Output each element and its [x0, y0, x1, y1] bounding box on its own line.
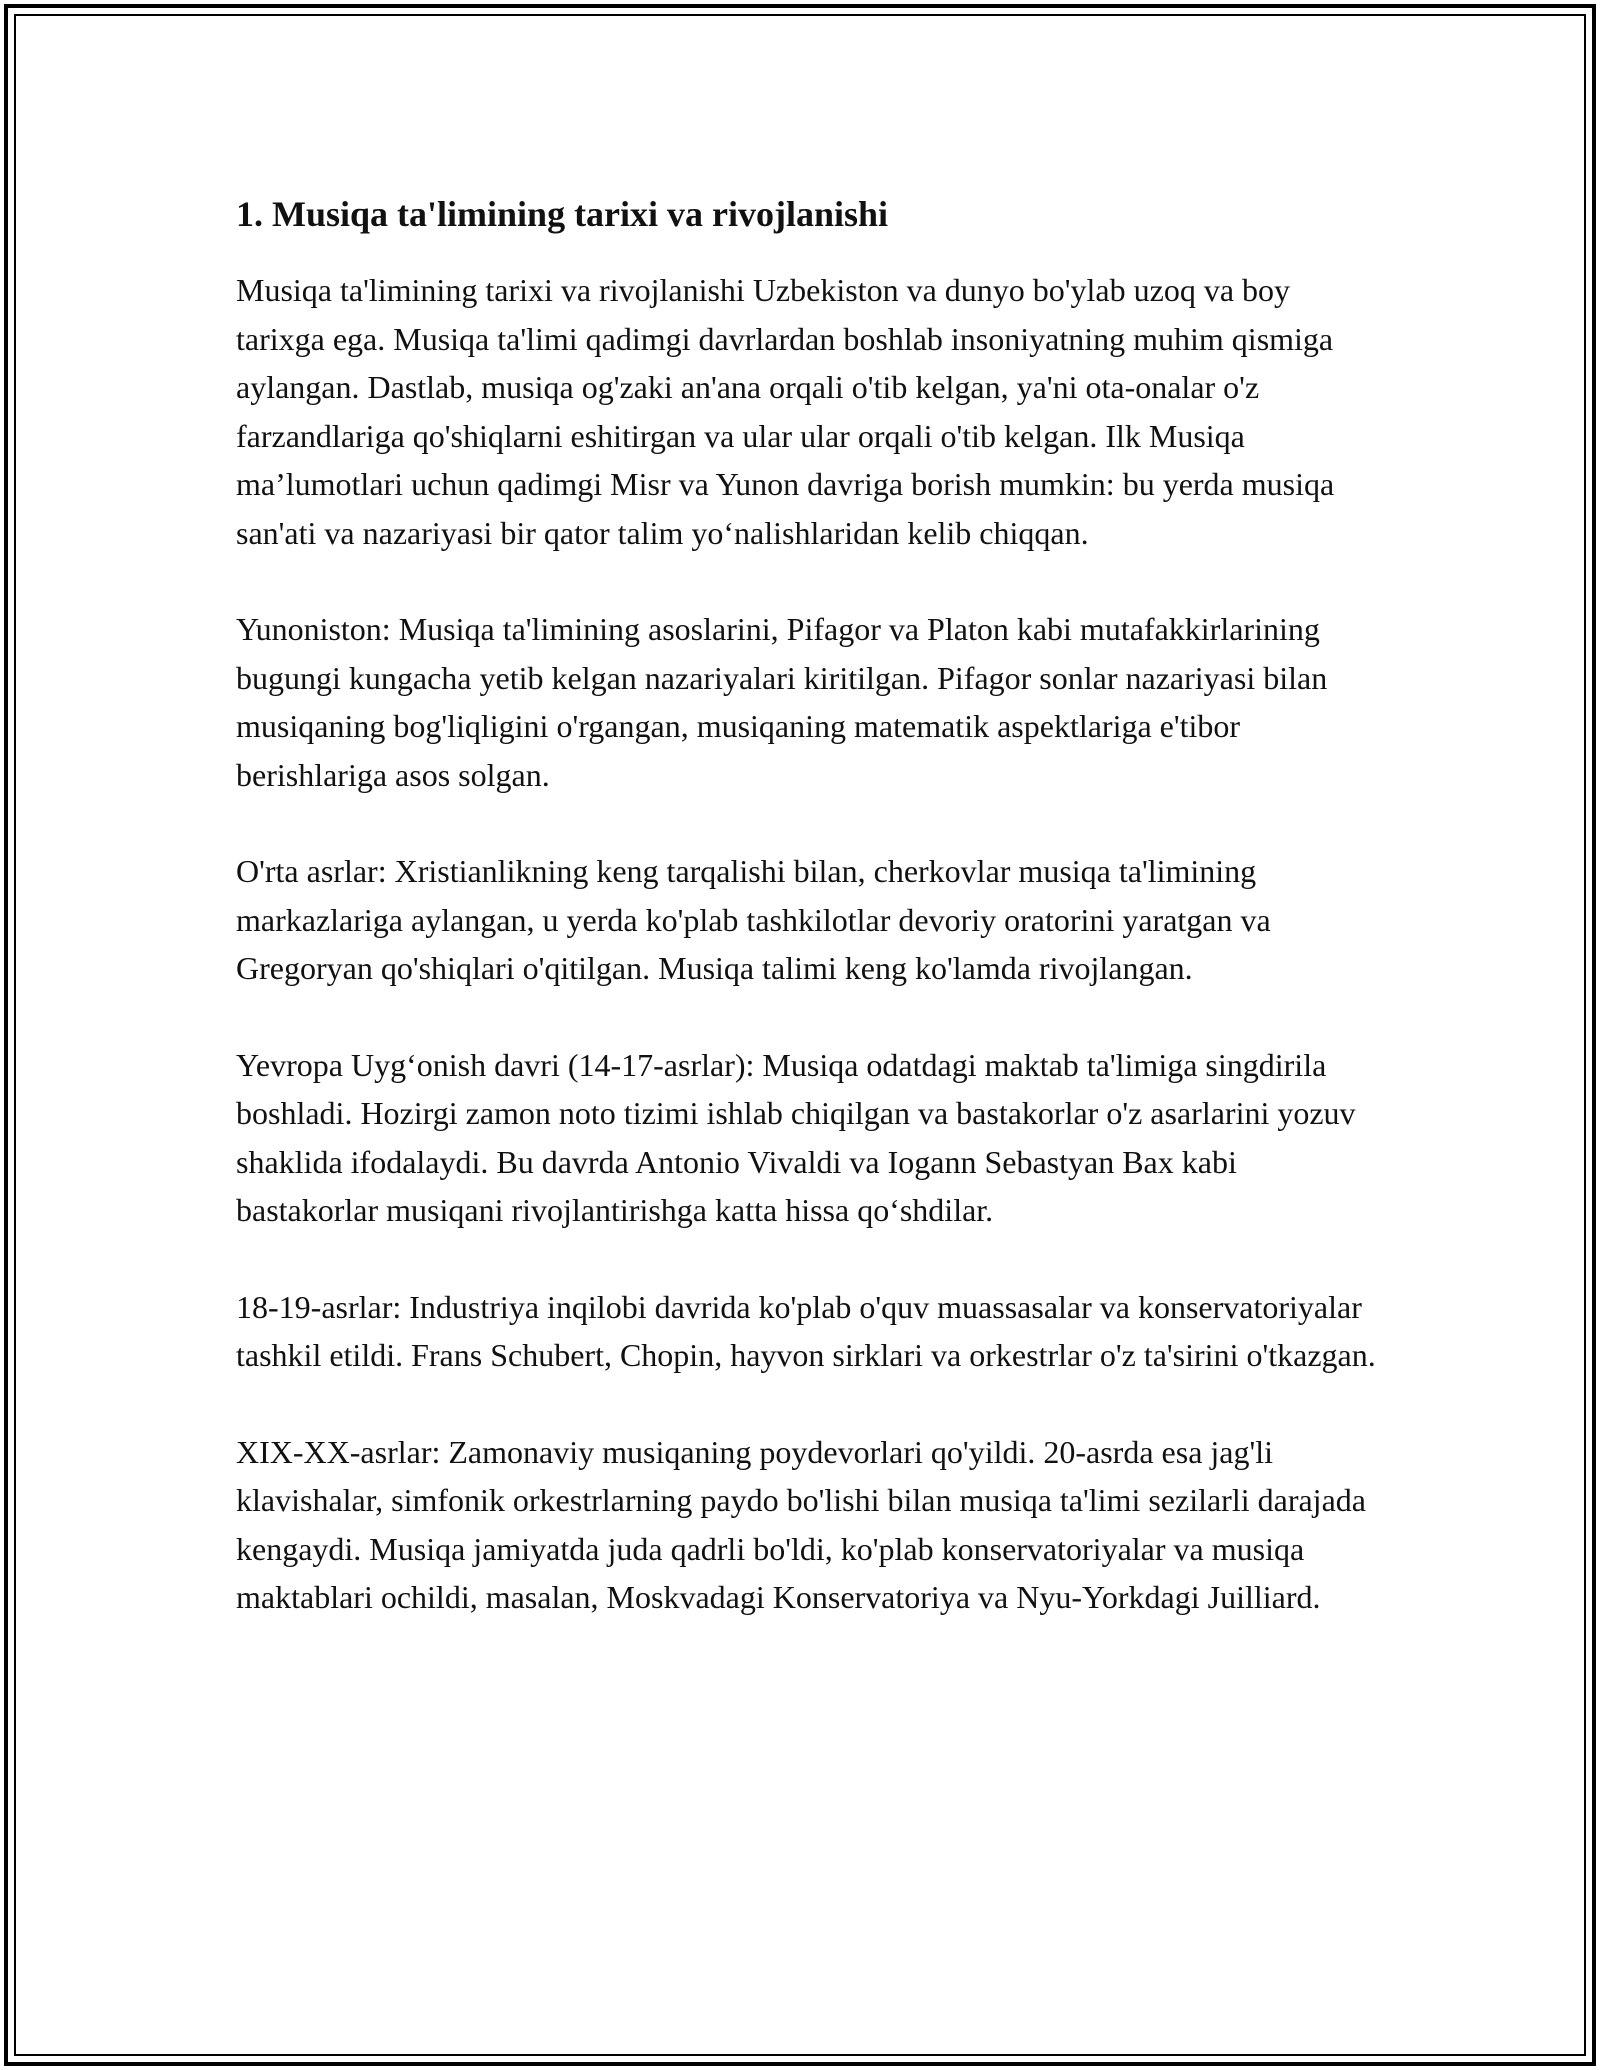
paragraph-18-19-centuries: 18-19-asrlar: Industriya inqilobi davrida ko'plab o'quv muassasalar va konservatoriyalar tashkil etildi. Frans Schubert, Chopin, hayvon sirklari va orkestrlar o'z ta'sirini o'tkazgan.: [236, 1288, 1376, 1373]
paragraph-middle-ages: O'rta asrlar: Xristianlikning keng tarqalishi bilan, cherkovlar musiqa ta'limining markazlariga aylangan, u yerda ko'plab tashkilotlar devoriy oratorini yaratgan va Gregoryan qo'shiqlari o'qitilgan. Musiqa talimi keng ko'lamda rivojlangan.: [236, 853, 1271, 986]
section-title: 1. Musiqa ta'limining tarixi va rivojlanishi: [236, 194, 889, 234]
paragraph-renaissance: Yevropa Uyg‘onish davri (14-17-asrlar): Musiqa odatdagi maktab ta'limiga singdirila boshladi. Hozirgi zamon noto tizimi ishlab chiqilgan va bastakorlar o'z asarlarini yozuv shaklida ifodalaydi. Bu davrda Antonio Vivaldi va Iogann Sebastyan Bax kabi bastakorlar musiqani rivojlantirishga katta hissa qo‘shdilar.: [236, 1046, 1356, 1228]
paragraph-intro: Musiqa ta'limining tarixi va rivojlanishi Uzbekiston va dunyo bo'ylab uzoq va boy tarixga ega. Musiqa ta'limi qadimgi davrlardan boshlab insoniyatning muhim qismiga aylangan. Dastlab, musiqa og'zaki an'ana orqali o'tib kelgan, ya'ni ota-onalar o'z farzandlariga qo'shiqlarni eshitirgan va ular ular orqali o'tib kelgan. Ilk Musiqa ma’lumotlari uchun qadimgi Misr va Yunon davriga borish mumkin: bu yerda musiqa san'ati va nazariyasi bir qator talim yo‘nalishlaridan kelib chiqqan.: [236, 272, 1335, 551]
paragraph-greece: Yunoniston: Musiqa ta'limining asoslarini, Pifagor va Platon kabi mutafakkirlarining bugungi kungacha yetib kelgan nazariyalari kiritilgan. Pifagor sonlar nazariyasi bilan musiqaning bog'liqligini o'rgangan, musiqaning matematik aspektlariga e'tibor berishlariga asos solgan.: [236, 611, 1328, 793]
document-body: [236, 186, 1386, 1670]
paragraph-19-20-centuries: XIX-XX-asrlar: Zamonaviy musiqaning poydevorlari qo'yildi. 20-asrda esa jag'li klavishalar, simfonik orkestrlarning paydo bo'lishi bilan musiqa ta'limi sezilarli darajada kengaydi. Musiqa jamiyatda juda qadrli bo'ldi, ko'plab konservatoriyalar va musiqa maktablari ochildi, masalan, Moskvadagi Konservatoriya va Nyu-Yorkdagi Juilliard.: [236, 1433, 1366, 1615]
